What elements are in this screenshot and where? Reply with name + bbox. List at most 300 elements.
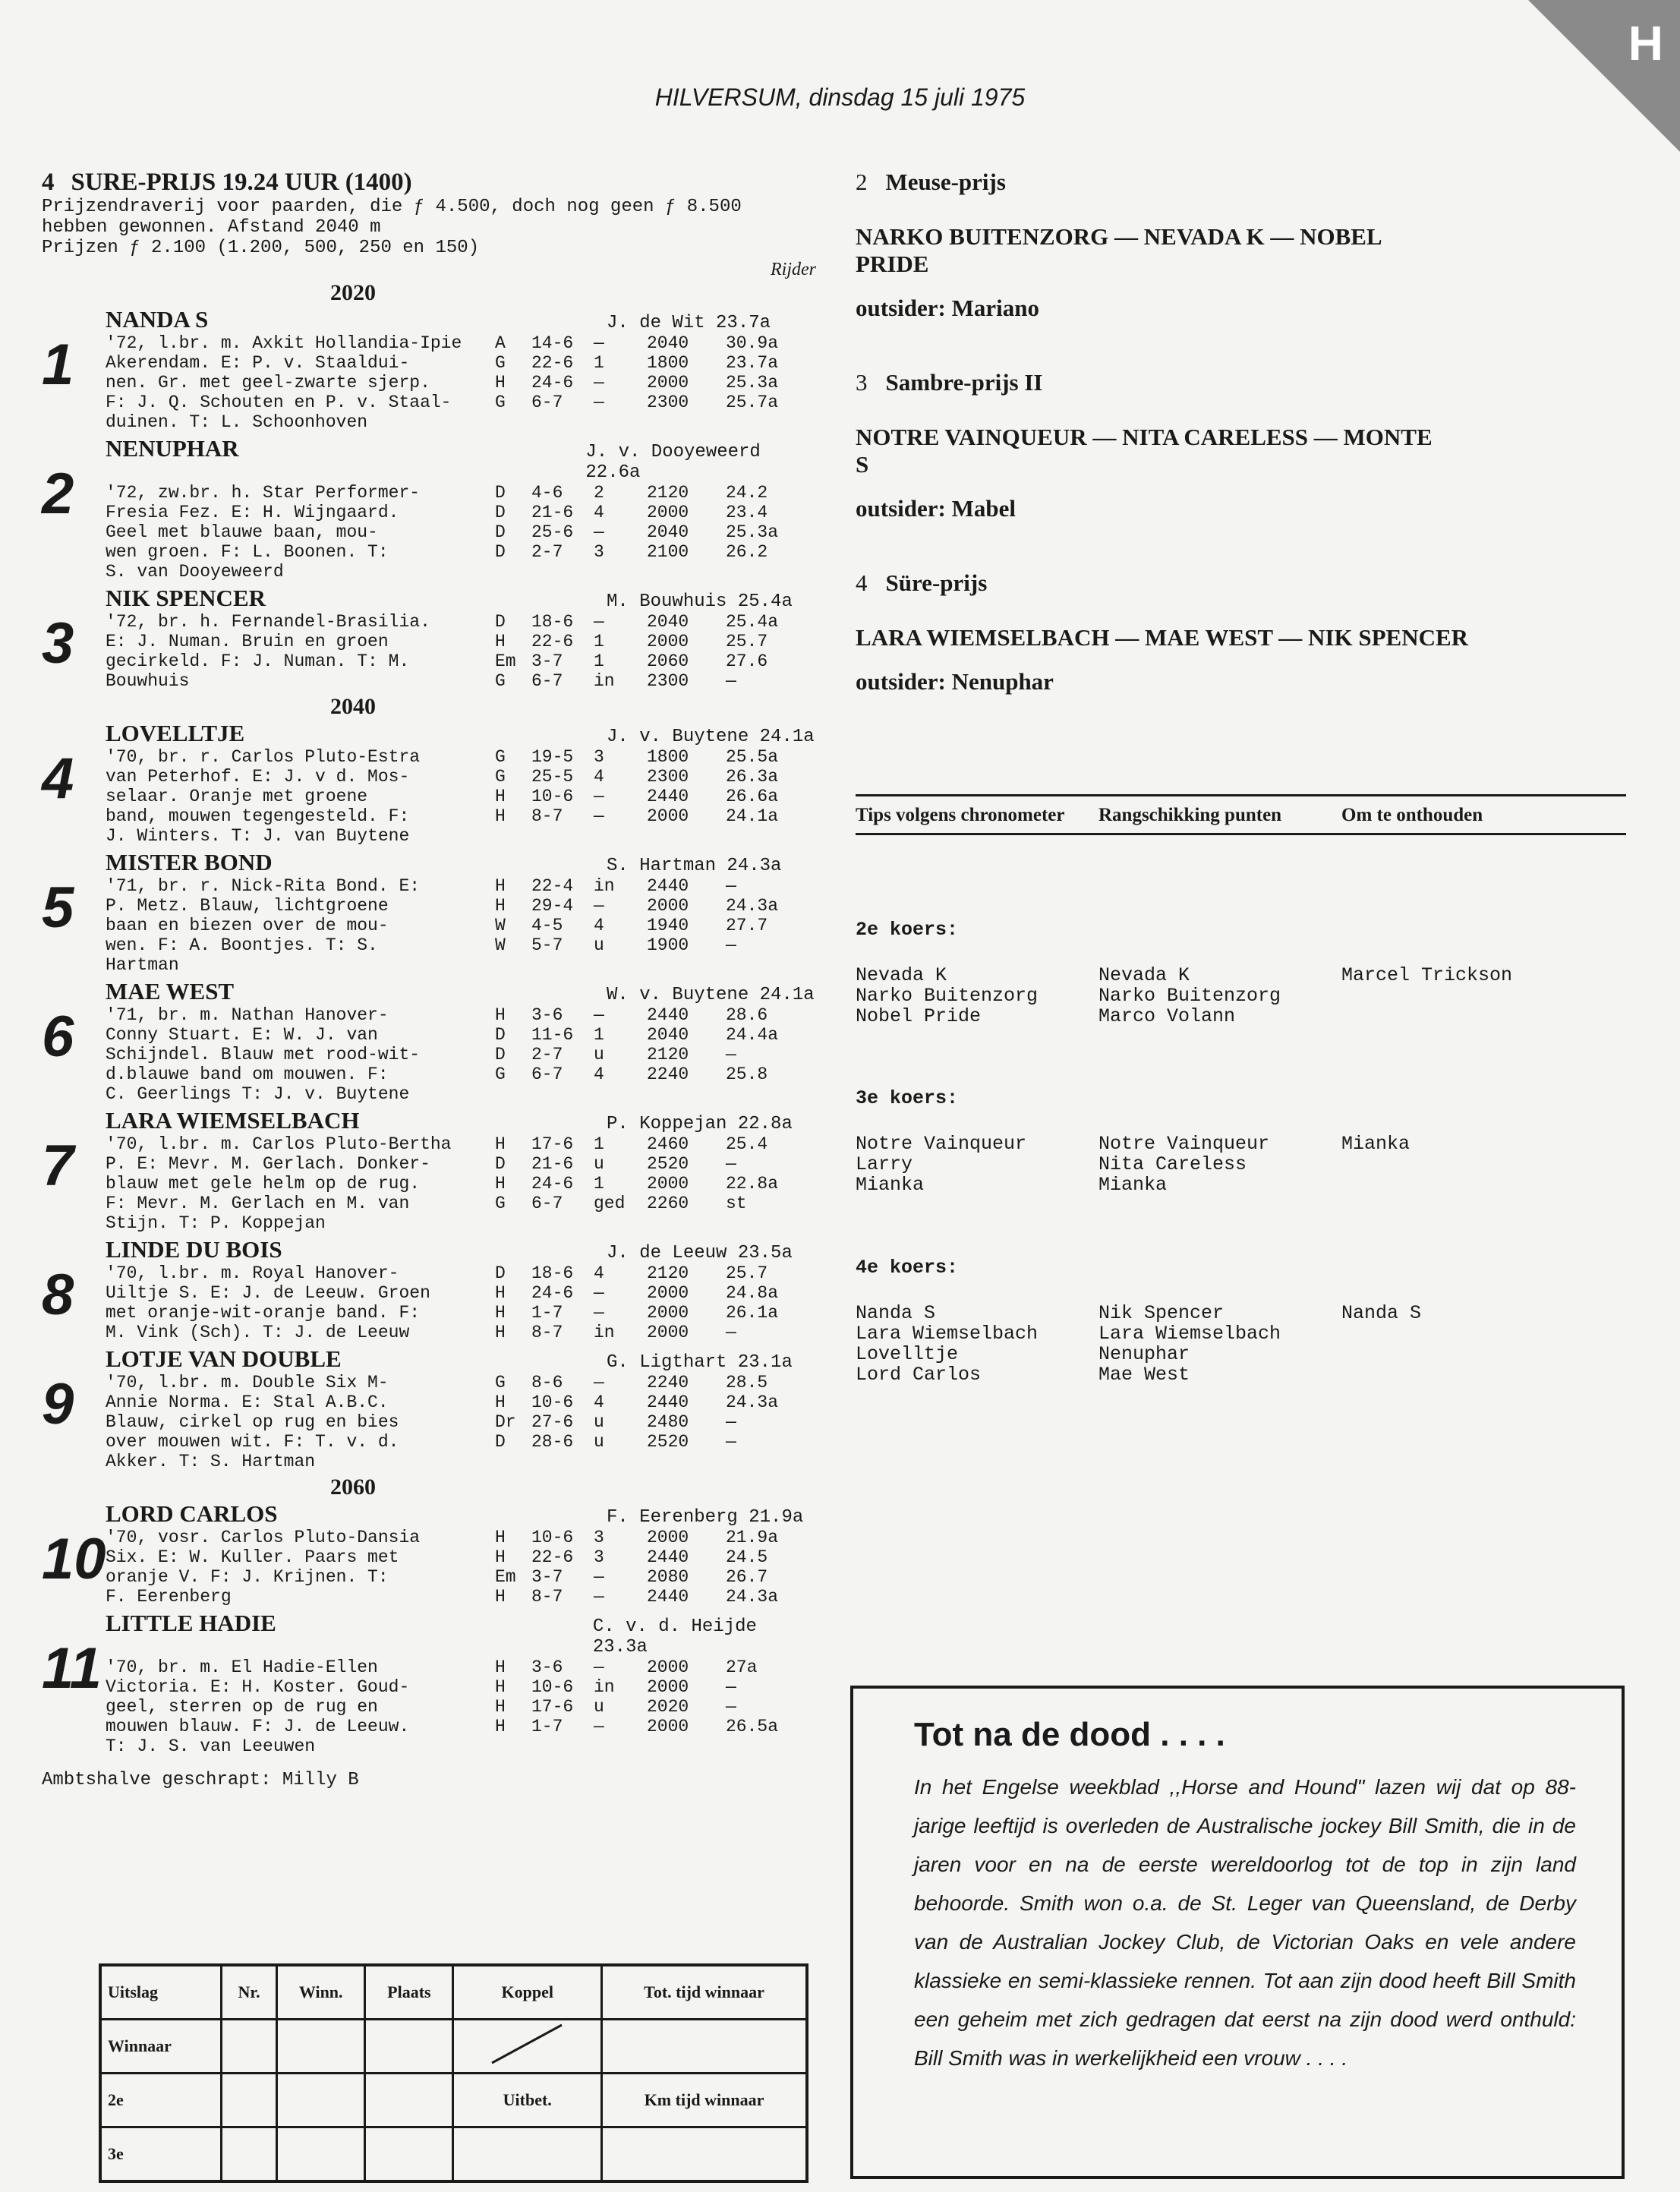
- result-cell: 21-6: [531, 1154, 574, 1174]
- result-cell: 2000: [647, 373, 689, 393]
- result-cell: H: [495, 1005, 506, 1025]
- header-plaats: Plaats: [365, 1965, 453, 2020]
- result-cell: 2-7: [531, 1045, 563, 1064]
- result-cell: u: [594, 935, 604, 955]
- horse-description: [106, 1657, 489, 1756]
- tip-outsider: outsider: Nenuphar: [856, 668, 1054, 695]
- result-row: [495, 393, 786, 412]
- result-cell: 8-7: [531, 1323, 563, 1342]
- result-cell: 26.7: [726, 1567, 768, 1587]
- result-row: [495, 916, 786, 935]
- result-cell: 10-6: [531, 1528, 574, 1547]
- horse-header: [106, 306, 816, 333]
- koers-title: 2e koers:: [856, 919, 959, 941]
- description-line: Uiltje S. E: J. de Leeuw. Groen: [106, 1283, 430, 1303]
- result-cell: —: [726, 1677, 736, 1697]
- horse-rider: F. Eerenberg 21.9a: [607, 1507, 804, 1528]
- description-line: Geel met blauwe baan, mou-: [106, 522, 378, 542]
- horse-name: LINDE DU BOIS: [106, 1236, 282, 1263]
- result-row: [495, 1323, 786, 1342]
- description-line: '70, l.br. m. Carlos Pluto-Bertha: [106, 1134, 452, 1154]
- result-cell: 26.5a: [726, 1717, 779, 1736]
- horse-rider: C. v. d. Heijde 23.3a: [592, 1616, 757, 1657]
- horse-tip: Marcel Trickson: [1341, 964, 1513, 986]
- horse-rider: G. Ligthart 23.1a: [607, 1352, 793, 1373]
- horse-description: [106, 1005, 489, 1104]
- result-cell: 2520: [647, 1432, 689, 1452]
- result-cell: 25.7a: [726, 393, 779, 412]
- result-row: [495, 1174, 786, 1194]
- result-cell: 2000: [647, 1283, 689, 1303]
- result-cell: 3: [594, 542, 604, 562]
- result-row: [495, 806, 786, 826]
- description-line: '72, zw.br. h. Star Performer-: [106, 483, 421, 503]
- result-cell: 26.2: [726, 542, 768, 562]
- result-row: [495, 373, 786, 393]
- result-row: [495, 1194, 786, 1213]
- result-table-header: [100, 1965, 807, 2020]
- result-cell: 2: [594, 483, 604, 503]
- result-cell: 27-6: [531, 1412, 574, 1432]
- result-cell: 2100: [647, 542, 689, 562]
- result-cell: H: [495, 1174, 506, 1194]
- result-row: [495, 1025, 786, 1045]
- result-cell: —: [726, 1412, 736, 1432]
- horse-results: [495, 747, 786, 846]
- result-cell: 2000: [647, 1323, 689, 1342]
- result-cell: —: [594, 1005, 604, 1025]
- result-cell: 25.3a: [726, 522, 779, 542]
- race-conditions: [42, 197, 816, 258]
- result-cell: 25.3a: [726, 373, 779, 393]
- horse-tip: Nik Spencer: [1098, 1302, 1225, 1324]
- distance-heading: 2040: [330, 694, 376, 719]
- result-row: [495, 1064, 786, 1084]
- horse-rider: M. Bouwhuis 25.4a: [607, 591, 793, 612]
- description-line: '70, l.br. m. Royal Hanover-: [106, 1263, 399, 1283]
- distance-heading: 2060: [330, 1474, 376, 1500]
- result-cell: 29-4: [531, 896, 574, 916]
- cell: [602, 2127, 807, 2182]
- result-cell: 19-5: [531, 747, 574, 767]
- result-cell: —: [726, 876, 736, 896]
- result-cell: D: [495, 522, 506, 542]
- horse-entry: [42, 978, 816, 1104]
- horse-number: 3: [42, 611, 74, 676]
- description-line: geel, sterren op de rug en: [106, 1697, 378, 1717]
- rijder-label: Rijder: [771, 260, 816, 279]
- result-cell: 2460: [647, 1134, 689, 1154]
- race-title: [42, 169, 816, 197]
- horse-tip: Larry: [856, 1153, 913, 1175]
- horse-results: [495, 1263, 786, 1342]
- koers-title: 3e koers:: [856, 1087, 959, 1109]
- horse-tip: Mae West: [1098, 1364, 1190, 1386]
- horse-number: 1: [42, 333, 74, 397]
- horse-body: [106, 1134, 816, 1233]
- horse-number: 2: [42, 462, 74, 526]
- article-text: In het Engelse weekblad ,,Horse and Hound" lazen wij dat op 88-jarige leeftijd is overleden de Australische jockey Bill Smith, die in de jaren voor en na de eerste wereldoorlog tot de top in zijn land behoorde. Smith won o.a. de St. Leger van Queensland, de Derby van de Australian Jockey Club, de Victorian Oaks en vele andere klassieke en semi-klassieke rennen. Tot aan zijn dood heeft Bill Smith een geheim met zich gedragen dat eerst na zijn dood werd onthuld: Bill Smith was in werkelijkheid een vrouw . . . .: [914, 1775, 1576, 2070]
- description-line: '71, br. m. Nathan Hanover-: [106, 1005, 389, 1025]
- result-row: [495, 1657, 786, 1677]
- race-name: SURE-PRIJS 19.24 UUR (1400): [71, 169, 412, 196]
- result-cell: 22-6: [531, 353, 574, 373]
- description-line: '70, l.br. m. Double Six M-: [106, 1373, 389, 1392]
- horse-results: [495, 1005, 786, 1104]
- koers-column: [1098, 1134, 1341, 1195]
- tip-picks: NARKO BUITENZORG — NEVADA K — NOBEL PRIDE: [856, 223, 1381, 277]
- horse-tip: Nobel Pride: [856, 1005, 982, 1027]
- description-line: oranje V. F: J. Krijnen. T:: [106, 1567, 389, 1587]
- description-line: nen. Gr. met geel-zwarte sjerp.: [106, 373, 430, 393]
- description-line: Hartman: [106, 955, 179, 975]
- result-cell: G: [495, 1064, 506, 1084]
- header-onthouden: Om te onthouden: [1341, 805, 1483, 825]
- result-cell: 24.8a: [726, 1283, 779, 1303]
- result-cell: 3: [594, 1547, 604, 1567]
- cell: [602, 2020, 807, 2074]
- result-cell: —: [594, 522, 604, 542]
- result-row: [495, 896, 786, 916]
- result-cell: 25.5a: [726, 747, 779, 767]
- result-cell: u: [594, 1045, 604, 1064]
- result-cell: 1800: [647, 353, 689, 373]
- result-cell: H: [495, 1677, 506, 1697]
- tip-number: 3: [856, 369, 868, 396]
- cell: [277, 2020, 365, 2074]
- horse-tip: Mianka: [1098, 1174, 1168, 1196]
- description-line: '70, vosr. Carlos Pluto-Dansia: [106, 1528, 421, 1547]
- result-cell: 27.7: [726, 916, 768, 935]
- description-line: F. Eerenberg: [106, 1587, 232, 1607]
- result-row: [495, 1263, 786, 1283]
- result-cell: 6-7: [531, 671, 563, 691]
- result-cell: H: [495, 1547, 506, 1567]
- slash-mark: [486, 2021, 569, 2067]
- result-cell: 1: [594, 353, 604, 373]
- result-cell: 24.5: [726, 1547, 768, 1567]
- tip-race-name: Meuse-prijs: [885, 169, 1006, 195]
- result-cell: 1800: [647, 747, 689, 767]
- result-cell: 18-6: [531, 612, 574, 632]
- result-cell: 2040: [647, 522, 689, 542]
- horse-results: [495, 333, 786, 432]
- uitbet-label: Uitbet.: [453, 2074, 602, 2127]
- koers-column: [856, 1134, 1098, 1195]
- result-cell: 4-6: [531, 483, 563, 503]
- horse-entry: [42, 1610, 816, 1756]
- description-line: C. Geerlings T: J. v. Buytene: [106, 1084, 410, 1104]
- result-cell: 2120: [647, 1263, 689, 1283]
- description-line: baan en biezen over de mou-: [106, 916, 389, 935]
- horse-number: 11: [42, 1636, 102, 1701]
- result-cell: D: [495, 1263, 506, 1283]
- horse-results: [495, 483, 786, 582]
- horse-results: [495, 1373, 786, 1471]
- tip-number: 2: [856, 169, 868, 195]
- result-cell: 1940: [647, 916, 689, 935]
- result-cell: 5-7: [531, 935, 563, 955]
- horse-header: [106, 585, 816, 612]
- description-line: Six. E: W. Kuller. Paars met: [106, 1547, 399, 1567]
- result-cell: Em: [495, 1567, 516, 1587]
- result-cell: W: [495, 935, 506, 955]
- result-table: [99, 1963, 808, 2183]
- result-cell: 2020: [647, 1697, 689, 1717]
- cell: [222, 2020, 277, 2074]
- result-cell: 10-6: [531, 787, 574, 806]
- horse-body: [106, 612, 816, 691]
- cell: [365, 2127, 453, 2182]
- article-box: [850, 1686, 1625, 2179]
- result-cell: —: [726, 671, 736, 691]
- result-cell: 2060: [647, 651, 689, 671]
- result-cell: 17-6: [531, 1697, 574, 1717]
- result-cell: —: [726, 1154, 736, 1174]
- result-cell: —: [594, 1717, 604, 1736]
- tip-number: 4: [856, 569, 868, 596]
- horse-body: [106, 747, 816, 846]
- result-cell: 2120: [647, 1045, 689, 1064]
- result-cell: 14-6: [531, 333, 574, 353]
- horse-entry: [42, 720, 816, 846]
- result-row-winnaar: [100, 2020, 807, 2074]
- cell: [222, 2127, 277, 2182]
- horse-tip: Notre Vainqueur: [1098, 1133, 1270, 1155]
- description-line: P. E: Mevr. M. Gerlach. Donker-: [106, 1154, 430, 1174]
- result-cell: H: [495, 373, 506, 393]
- horse-tip: Marco Volann: [1098, 1005, 1236, 1027]
- result-cell: D: [495, 503, 506, 522]
- result-cell: Em: [495, 651, 516, 671]
- result-row: [495, 483, 786, 503]
- result-cell: 27a: [726, 1657, 758, 1677]
- result-cell: 2300: [647, 671, 689, 691]
- horse-tip: Nevada K: [1098, 964, 1190, 986]
- result-row: [495, 1567, 786, 1587]
- horse-groups: [42, 280, 816, 1756]
- result-cell: 24.3a: [726, 1587, 779, 1607]
- corner-letter: H: [1628, 16, 1663, 71]
- horse-name: LORD CARLOS: [106, 1500, 278, 1527]
- horse-name: LOVELLTJE: [106, 720, 245, 746]
- horse-header: [106, 1236, 816, 1263]
- result-cell: 8-7: [531, 806, 563, 826]
- description-line: blauw met gele helm op de rug.: [106, 1174, 421, 1194]
- result-cell: 4: [594, 1263, 604, 1283]
- horse-tip: Nenuphar: [1098, 1343, 1190, 1365]
- result-cell: 3-6: [531, 1657, 563, 1677]
- horse-name: LOTJE VAN DOUBLE: [106, 1345, 342, 1372]
- result-cell: 28.5: [726, 1373, 768, 1392]
- horse-header: [106, 435, 816, 483]
- result-cell: 2040: [647, 1025, 689, 1045]
- horse-description: [106, 1528, 489, 1607]
- horse-description: [106, 1373, 489, 1471]
- result-cell: 1-7: [531, 1717, 563, 1736]
- row-label-3e: 3e: [100, 2127, 222, 2182]
- result-cell: 4: [594, 1064, 604, 1084]
- result-cell: H: [495, 806, 506, 826]
- horse-number: 6: [42, 1005, 74, 1069]
- horse-header: [106, 849, 816, 876]
- result-cell: 1: [594, 651, 604, 671]
- tip-group: [856, 569, 1622, 695]
- result-cell: 30.9a: [726, 333, 779, 353]
- horse-description: [106, 483, 489, 582]
- description-line: J. Winters. T: J. van Buytene: [106, 826, 410, 846]
- result-cell: H: [495, 876, 506, 896]
- result-cell: G: [495, 671, 506, 691]
- result-cell: 2000: [647, 896, 689, 916]
- result-row: [495, 353, 786, 373]
- koers-column: [856, 965, 1098, 1027]
- result-row: [495, 787, 786, 806]
- result-row: [495, 1432, 786, 1452]
- result-cell: D: [495, 1045, 506, 1064]
- horse-description: [106, 612, 489, 691]
- condition-line: Prijzen ƒ 2.100 (1.200, 500, 250 en 150): [42, 238, 480, 258]
- horse-header: [106, 720, 816, 747]
- description-line: F: J. Q. Schouten en P. v. Staal-: [106, 393, 452, 412]
- horse-description: [106, 747, 489, 846]
- result-cell: 2240: [647, 1064, 689, 1084]
- result-cell: H: [495, 787, 506, 806]
- distance-heading: 2020: [330, 280, 376, 305]
- result-row: [495, 1717, 786, 1736]
- description-line: Schijndel. Blauw met rood-wit-: [106, 1045, 421, 1064]
- result-row-3e: [100, 2127, 807, 2182]
- result-cell: 27.6: [726, 651, 768, 671]
- horse-body: [106, 1005, 816, 1104]
- horse-entry: [42, 1107, 816, 1233]
- result-cell: H: [495, 1528, 506, 1547]
- race-number: 4: [42, 169, 55, 196]
- result-cell: 26.1a: [726, 1303, 779, 1323]
- result-cell: 24.3a: [726, 896, 779, 916]
- cell: [277, 2074, 365, 2127]
- description-line: Annie Norma. E: Stal A.B.C.: [106, 1392, 389, 1412]
- result-cell: 4: [594, 916, 604, 935]
- horse-results: [495, 1657, 786, 1756]
- page-header: HILVERSUM, dinsdag 15 juli 1975: [654, 84, 1026, 111]
- tip-outsider: outsider: Mabel: [856, 495, 1016, 522]
- result-cell: 10-6: [531, 1392, 574, 1412]
- horse-header: [106, 1107, 816, 1134]
- result-row: [495, 747, 786, 767]
- result-cell: 21-6: [531, 503, 574, 522]
- koers-block: [856, 919, 1626, 1027]
- result-cell: 1: [594, 632, 604, 651]
- description-line: over mouwen wit. F: T. v. d.: [106, 1432, 399, 1452]
- horse-body: [106, 483, 816, 582]
- result-cell: H: [495, 1392, 506, 1412]
- result-cell: H: [495, 1134, 506, 1154]
- description-line: S. van Dooyeweerd: [106, 562, 284, 582]
- result-cell: st: [726, 1194, 747, 1213]
- koers-column: [1341, 1303, 1584, 1385]
- result-cell: 2440: [647, 876, 689, 896]
- horse-number: 7: [42, 1134, 74, 1198]
- tip-outsider: outsider: Mariano: [856, 295, 1039, 321]
- result-cell: u: [594, 1154, 604, 1174]
- horse-rider: J. v. Dooyeweerd 22.6a: [585, 442, 761, 483]
- result-cell: —: [594, 806, 604, 826]
- description-line: '70, br. r. Carlos Pluto-Estra: [106, 747, 421, 767]
- horse-name: LARA WIEMSELBACH: [106, 1107, 360, 1134]
- horse-tip: Lara Wiemselbach: [856, 1323, 1039, 1345]
- horse-entry: [42, 306, 816, 432]
- result-row: [495, 671, 786, 691]
- result-row-2e: [100, 2074, 807, 2127]
- result-cell: 2300: [647, 393, 689, 412]
- result-cell: H: [495, 1717, 506, 1736]
- result-cell: 3: [594, 747, 604, 767]
- result-cell: u: [594, 1432, 604, 1452]
- result-cell: D: [495, 542, 506, 562]
- horse-entry: [42, 1236, 816, 1342]
- header-koppel: Koppel: [453, 1965, 602, 2020]
- result-cell: 22-6: [531, 1547, 574, 1567]
- result-row: [495, 1528, 786, 1547]
- horse-name: MISTER BOND: [106, 849, 273, 875]
- result-cell: 6-7: [531, 1064, 563, 1084]
- horse-rider: J. de Leeuw 23.5a: [607, 1243, 793, 1263]
- horse-number: 10: [42, 1527, 106, 1591]
- result-row: [495, 1005, 786, 1025]
- horse-header: [106, 1345, 816, 1373]
- result-row: [495, 651, 786, 671]
- result-cell: 8-6: [531, 1373, 563, 1392]
- result-cell: D: [495, 612, 506, 632]
- result-row: [495, 612, 786, 632]
- result-cell: H: [495, 632, 506, 651]
- tip-title: [856, 169, 1622, 196]
- result-cell: 24.2: [726, 483, 768, 503]
- description-line: Stijn. T: P. Koppejan: [106, 1213, 326, 1233]
- result-cell: 1: [594, 1134, 604, 1154]
- result-cell: H: [495, 1303, 506, 1323]
- result-cell: in: [594, 1323, 615, 1342]
- tip-race-name: Sambre-prijs II: [885, 369, 1043, 396]
- result-cell: —: [726, 1045, 736, 1064]
- horse-entry: [42, 435, 816, 582]
- horse-description: [106, 1263, 489, 1342]
- result-row: [495, 632, 786, 651]
- result-row: [495, 1154, 786, 1174]
- koers-block: [856, 1087, 1626, 1195]
- description-line: Conny Stuart. E: W. J. van: [106, 1025, 378, 1045]
- result-cell: 2000: [647, 1528, 689, 1547]
- result-cell: 22-6: [531, 632, 574, 651]
- result-cell: 3-6: [531, 1005, 563, 1025]
- result-cell: H: [495, 1697, 506, 1717]
- result-row: [495, 333, 786, 353]
- result-row: [495, 503, 786, 522]
- description-line: band, mouwen tegengesteld. F:: [106, 806, 410, 826]
- result-cell: H: [495, 896, 506, 916]
- result-cell: G: [495, 353, 506, 373]
- horse-name: MAE WEST: [106, 978, 235, 1005]
- description-line: E: J. Numan. Bruin en groen: [106, 632, 389, 651]
- horse-tip: Mianka: [1341, 1133, 1411, 1155]
- result-cell: 2440: [647, 1005, 689, 1025]
- description-line: duinen. T: L. Schoonhoven: [106, 412, 368, 432]
- horse-tip: Lovelltje: [856, 1343, 959, 1365]
- result-cell: 2440: [647, 1392, 689, 1412]
- horse-tip: Notre Vainqueur: [856, 1133, 1027, 1155]
- result-cell: 6-7: [531, 1194, 563, 1213]
